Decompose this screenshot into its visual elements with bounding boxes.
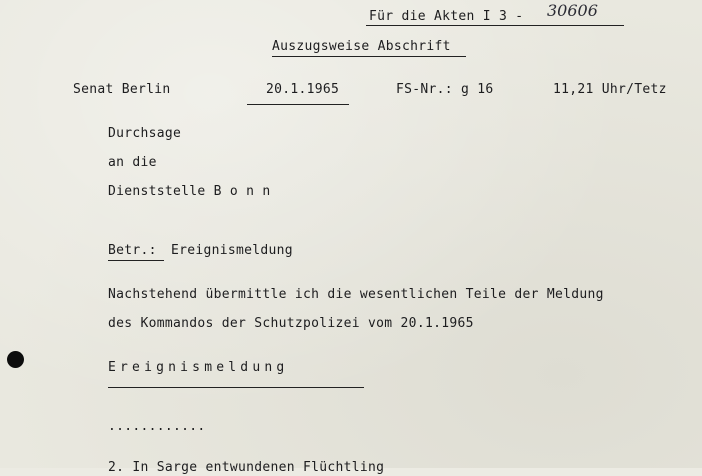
doc-type-title: Auszugsweise Abschrift (272, 39, 451, 54)
file-ref-underline (366, 25, 624, 26)
body-line-2: des Kommandos der Schutzpolizei vom 20.1.1965 (108, 316, 474, 331)
time-stamp: 11,21 Uhr/Tetz (553, 82, 667, 97)
message-date: 20.1.1965 (266, 82, 340, 97)
sender: Senat Berlin (73, 82, 171, 97)
punch-hole (7, 351, 24, 368)
subject-label: Betr.: (108, 243, 157, 258)
body-line-1: Nachstehend übermittle ich die wesentlichen Teile der Meldung (108, 287, 604, 302)
file-ref-label: Für die Akten I 3 - (369, 9, 524, 24)
address-line-3: Dienststelle B o n n (108, 184, 271, 199)
file-ref-number-handwritten: 30606 (547, 1, 598, 20)
section-heading-underline (108, 387, 364, 388)
fs-number: FS-Nr.: g 16 (396, 82, 494, 97)
address-line-1: Durchsage (108, 126, 182, 141)
ellipsis-omission: ............ (108, 419, 206, 434)
section-heading: Ereignismeldung (108, 360, 289, 375)
doc-type-underline (272, 56, 466, 57)
subject-text: Ereignismeldung (171, 243, 293, 258)
address-line-2: an die (108, 155, 157, 170)
cut-off-line: 2. In Sarge entwundenen Flüchtling (108, 460, 385, 475)
subject-label-underline (108, 260, 164, 261)
date-underline (247, 104, 349, 105)
